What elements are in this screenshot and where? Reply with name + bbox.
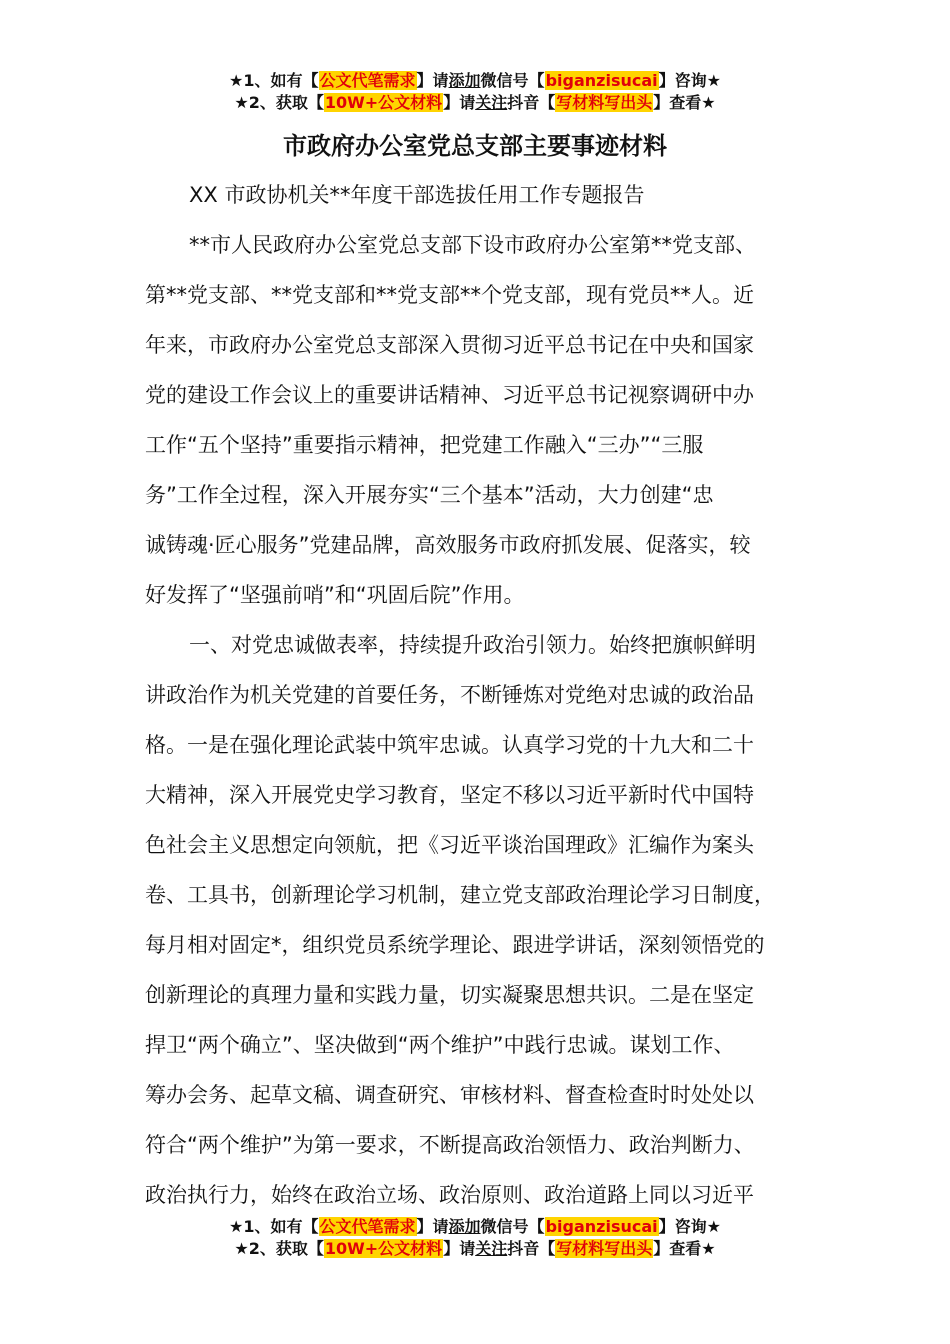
promo-line-2 [0,1238,950,1260]
promo-text: 微信号【 [480,71,545,90]
paragraph-line: 政治执行力，始终在政治立场、政治原则、政治道路上同以习近平 [145,1183,754,1207]
footer-promo-banner [0,1216,950,1260]
promo-text: 抖音【 [507,93,556,112]
promo-text: 】请 [443,93,476,112]
promo-text: 】请 [443,1239,476,1258]
promo-text: 抖音【 [507,1239,556,1258]
document-body [145,170,835,1220]
promo-underlined: 添加 [448,71,481,90]
promo-line-1 [0,70,950,92]
paragraph-line: 捍卫“两个确立”、坚决做到“两个维护”中践行忠诚。谋划工作、 [145,1033,735,1057]
document-title: 市政府办公室党总支部主要事迹材料 [283,132,667,160]
promo-highlight: 公文代笔需求 [319,1217,416,1236]
paragraph-line: 符合“两个维护”为第一要求，不断提高政治领悟力、政治判断力、 [145,1133,755,1157]
subtitle-line: XX 市政协机关**年度干部选拔任用工作专题报告 [189,183,645,207]
paragraph-line: 创新理论的真理力量和实践力量，切实凝聚思想共识。二是在坚定 [145,983,754,1007]
promo-underlined: 关注 [475,1239,508,1258]
promo-text: 】请 [416,71,449,90]
promo-text: 】咨询★ [658,71,721,90]
promo-highlight: 10W+公文材料 [324,1239,443,1258]
promo-underlined: 添加 [448,1217,481,1236]
paragraph-line: **市人民政府办公室党总支部下设市政府办公室第**党支部、 [189,233,756,257]
paragraph-line: 党的建设工作会议上的重要讲话精神、习近平总书记视察调研中办 [145,383,754,407]
paragraph-line: 好发挥了“坚强前哨”和“巩固后院”作用。 [145,583,525,607]
paragraph-line: 年来，市政府办公室党总支部深入贯彻习近平总书记在中央和国家 [145,333,754,357]
header-promo-banner [0,70,950,114]
promo-highlight: 公文代笔需求 [319,71,416,90]
paragraph-line: 大精神，深入开展党史学习教育，坚定不移以习近平新时代中国特 [145,783,754,807]
promo-line-1 [0,1216,950,1238]
promo-text: 】查看★ [653,1239,716,1258]
promo-douyin-name: 写材料写出头 [556,93,653,112]
paragraph-line: 诚铸魂·匠心服务”党建品牌，高效服务市政府抓发展、促落实，较 [145,533,751,557]
promo-line-2 [0,92,950,114]
promo-text: 】查看★ [653,93,716,112]
promo-text: ★1、如有【 [229,1217,319,1236]
paragraph-line: 讲政治作为机关党建的首要任务，不断锤炼对党绝对忠诚的政治品 [145,683,754,707]
paragraph-line: 卷、工具书，创新理论学习机制，建立党支部政治理论学习日制度， [145,883,775,907]
paragraph-line: 每月相对固定*，组织党员系统学理论、跟进学讲话，深刻领悟党的 [145,933,765,957]
promo-highlight: 10W+公文材料 [324,93,443,112]
paragraph-line: 工作“五个坚持”重要指示精神，把党建工作融入“三办”“三服 [145,433,704,457]
promo-underlined: 关注 [475,93,508,112]
promo-wechat-id: biganzisucai [545,71,658,90]
promo-text: ★2、获取【 [234,93,324,112]
promo-douyin-name: 写材料写出头 [556,1239,653,1258]
promo-text: 】咨询★ [658,1217,721,1236]
section-heading-line: 一、对党忠诚做表率，持续提升政治引领力。始终把旗帜鲜明 [189,633,756,657]
paragraph-line: 筹办会务、起草文稿、调查研究、审核材料、督查检查时时处处以 [145,1083,754,1107]
promo-text: ★1、如有【 [229,71,319,90]
paragraph-line: 务”工作全过程，深入开展夯实“三个基本”活动，大力创建“忠 [145,483,714,507]
promo-wechat-id: biganzisucai [545,1217,658,1236]
promo-text: ★2、获取【 [234,1239,324,1258]
paragraph-line: 格。一是在强化理论武装中筑牢忠诚。认真学习党的十九大和二十 [145,733,754,757]
promo-text: 微信号【 [480,1217,545,1236]
promo-text: 】请 [416,1217,449,1236]
paragraph-line: 色社会主义思想定向领航，把《习近平谈治国理政》汇编作为案头 [145,833,754,857]
paragraph-line: 第**党支部、**党支部和**党支部**个党支部，现有党员**人。近 [145,283,754,307]
